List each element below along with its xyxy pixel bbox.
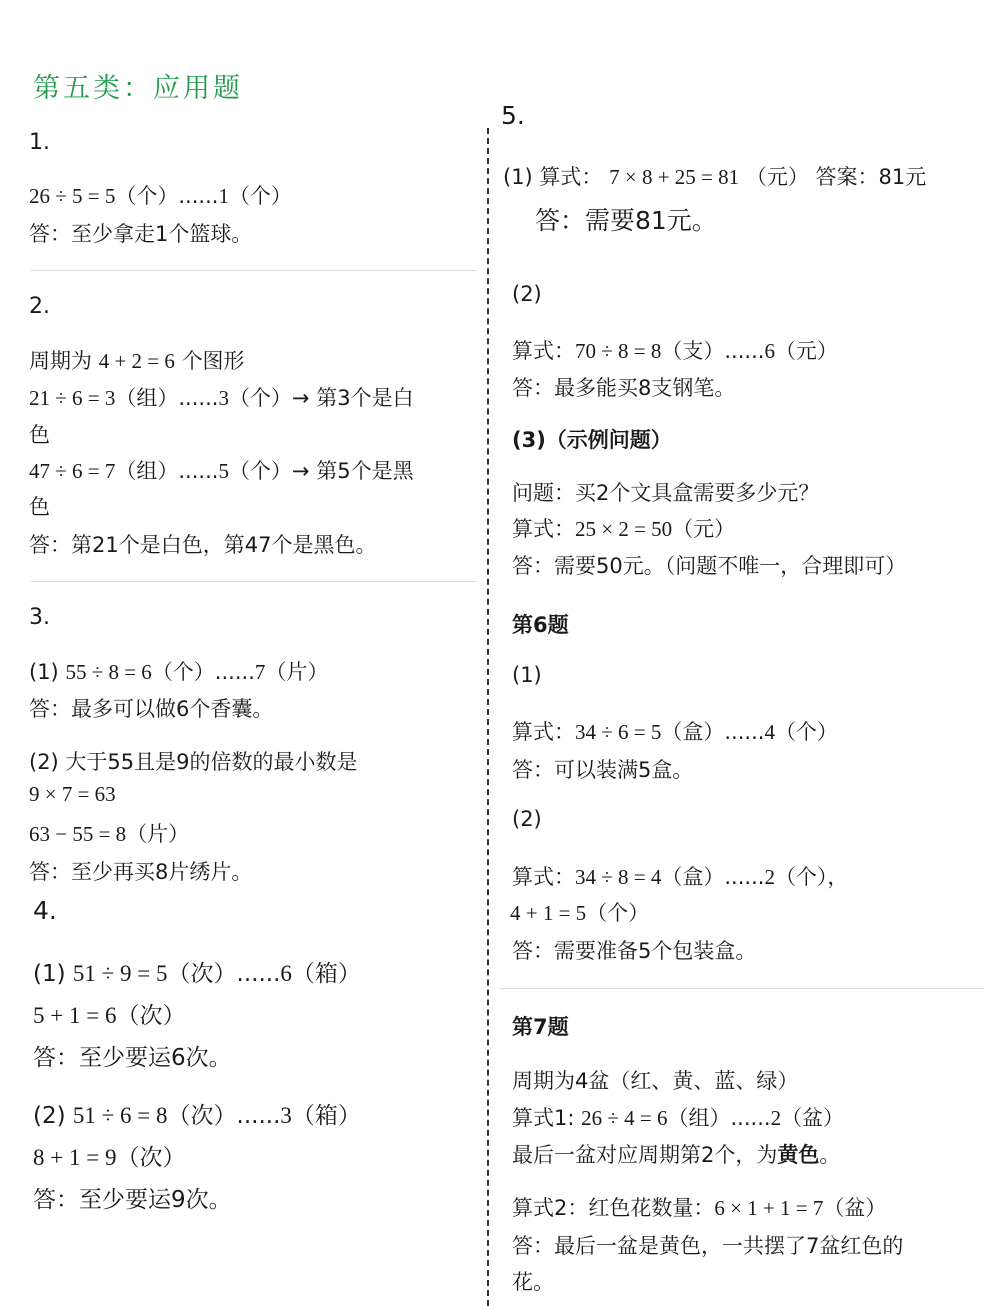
q7-line-3c: 。 [819,1143,841,1167]
q6-unit-2a: （盒）...... [661,865,765,889]
q7-unit-2b: （盆） [781,1106,845,1130]
q5-unit-1: （元） 答案：81元 [745,165,927,189]
question-7-title: 第7题 [512,1015,569,1039]
q3-remainder-1: 7 [254,660,266,684]
q7-expr-2: 26 ÷ 4 = 6 [581,1106,668,1130]
q3-expr-1: 55 ÷ 8 = 6 [65,660,152,684]
question-7-answer-1: 答：最后一盆是黄色，一共摆了7盆红色的 [512,1234,904,1258]
q5-unit-2b: （元） [774,339,838,363]
q1-unit-a: （个）...... [115,184,219,208]
q4-label-3: (2) [33,1103,66,1129]
question-5-part-3-heading: (3)（示例问题） [512,428,672,452]
question-7-line-3 [512,1139,840,1169]
q4-unit-2: （次） [116,1003,186,1029]
q5-remainder-2: 6 [764,339,775,363]
question-2-line-3 [29,455,414,485]
question-5-number: 5. [501,101,525,130]
question-7-line-4 [512,1192,886,1222]
q5-unit-2a: （支）...... [661,339,765,363]
q6-label-2: 算式： [512,865,575,889]
question-4-number: 4. [33,896,57,925]
question-1-number: 1. [29,130,50,155]
q3-unit-1b: （片） [265,660,329,684]
question-5-part-2 [512,335,838,365]
q6-expr-2: 34 ÷ 8 = 4 [575,865,662,889]
question-6-title: 第6题 [512,613,569,637]
column-divider [487,128,489,1306]
q6-expr-1: 34 ÷ 6 = 5 [575,720,662,744]
q6-remainder-2: 2 [764,865,775,889]
question-4-answer-2: 答：至少要运9次。 [33,1187,232,1213]
q7-label-2: 算式1: [512,1106,575,1130]
question-4-part-2 [33,1097,361,1130]
question-6-part-1-heading: (1) [512,663,542,687]
q1-remainder: 1 [218,184,229,208]
question-2-line-1 [29,345,245,375]
question-3-answer-2: 答：至少再买8片绣片。 [29,860,253,884]
q2-period-expr: 4 + 2 = 6 [98,349,175,373]
question-5-part-1 [503,161,926,191]
q4-label-1: (1) [33,961,66,987]
q7-line-3-highlight: 黄色 [777,1143,820,1167]
question-3-answer-1: 答：最多可以做6个香囊。 [29,697,274,721]
q7-label-4: 算式2：红色花数量： [512,1196,715,1220]
q4-expr-2: 5 + 1 = 6 [33,1003,117,1028]
q5-label-3: 算式： [512,517,575,541]
q4-expr-1: 51 ÷ 9 = 5 [72,961,168,986]
q4-expr-3: 51 ÷ 6 = 8 [72,1103,168,1128]
q1-expr: 26 ÷ 5 = 5 [29,184,116,208]
q5-unit-3: （元） [672,517,736,541]
question-6-part-2-heading: (2) [512,807,542,831]
question-4-line-2 [33,997,185,1030]
question-3-line-3 [29,818,189,848]
question-3-part-2: (2) 大于55且是9的倍数的最小数是 [29,750,358,774]
question-4-line-4 [33,1139,185,1172]
q7-unit-4: （盆） [823,1196,887,1220]
question-5-answer-1: 答：需要81元。 [535,206,717,235]
q2-expr-2: 21 ÷ 6 = 3 [29,386,116,410]
question-4-answer-1: 答：至少要运6次。 [33,1045,232,1071]
q4-unit-1a: （次）...... [167,961,281,987]
q2-remainder-2: 3 [218,386,229,410]
question-5-question: 问题：买2个文具盒需要多少元？ [512,481,820,505]
q3-expr-3: 63 − 55 = 8 [29,822,127,846]
q3-unit-3: （片） [126,822,190,846]
question-2-line-2 [29,382,414,412]
q3-label-1: (1) [29,660,59,684]
q6-unit-2b: （个）， [774,865,849,889]
question-3-part-1 [29,656,328,686]
q6-remainder-1: 4 [764,720,775,744]
q6-unit-1b: （个） [774,720,838,744]
page-title: 第五类：应用题 [33,73,243,104]
question-5-answer-2: 答：最多能买8支钢笔。 [512,376,736,400]
q5-label-1: (1) 算式： [503,165,603,189]
divider-1 [31,270,477,271]
question-2-line-2-wrap: 色 [29,423,50,447]
question-6-part-2 [512,861,848,891]
q5-expr-1: 7 × 8 + 25 = 81 [609,165,740,189]
question-7-line-1: 周期为4盆（红、黄、蓝、绿） [512,1069,799,1093]
q2-period-label: 周期为 [29,349,92,373]
question-6-line-3 [510,897,649,927]
q2-unit-3b: （个）→ 第5个是黑 [228,459,414,483]
question-5-part-3 [512,513,735,543]
q4-expr-4: 8 + 1 = 9 [33,1145,117,1170]
q6-unit-3: （个） [586,901,650,925]
question-2-number: 2. [29,294,50,319]
q7-line-3a: 最后一盆对应周期第2个，为 [512,1143,778,1167]
question-1-expression [29,180,292,210]
question-2-answer: 答：第21个是白色，第47个是黑色。 [29,533,377,557]
q5-label-2: 算式： [512,339,575,363]
question-3-expr-2: 9 × 7 = 63 [29,782,116,806]
divider-3 [500,988,984,989]
question-6-answer-2: 答：需要准备5个包装盒。 [512,939,757,963]
question-2-line-3-wrap: 色 [29,495,50,519]
q4-unit-3b: （箱） [291,1103,361,1129]
q6-label-1: 算式： [512,720,575,744]
q7-unit-2a: （组）...... [667,1106,771,1130]
question-3-number: 3. [29,605,50,630]
q4-unit-3a: （次）...... [167,1103,281,1129]
q1-unit-b: （个） [228,184,292,208]
q7-expr-4: 6 × 1 + 1 = 7 [714,1196,824,1220]
q4-remainder-3: 3 [280,1103,292,1128]
q5-expr-2: 70 ÷ 8 = 8 [575,339,662,363]
question-7-answer-2: 花。 [512,1270,554,1294]
question-6-answer-1: 答：可以装满5盒。 [512,758,694,782]
q6-expr-3: 4 + 1 = 5 [510,901,587,925]
q4-remainder-1: 6 [280,961,292,986]
q7-remainder-2: 2 [770,1106,782,1130]
q2-unit-3a: （组）...... [115,459,219,483]
q4-unit-1b: （箱） [291,961,361,987]
q5-expr-3: 25 × 2 = 50 [575,517,673,541]
q3-unit-1a: （个）...... [151,660,255,684]
question-7-line-2 [512,1102,844,1132]
q2-unit-2a: （组）...... [115,386,219,410]
question-5-part-2-heading: (2) [512,282,542,306]
question-1-answer: 答：至少拿走1个篮球。 [29,222,253,246]
q4-unit-4: （次） [116,1145,186,1171]
q2-remainder-3: 5 [218,459,229,483]
divider-2 [31,581,477,582]
question-6-part-1 [512,716,838,746]
q2-expr-3: 47 ÷ 6 = 7 [29,459,116,483]
q2-unit-2b: （个）→ 第3个是白 [228,386,414,410]
question-5-answer-3: 答：需要50元。（问题不唯一，合理即可） [512,554,907,578]
question-4-part-1 [33,955,361,988]
q2-period-unit: 个图形 [181,349,245,373]
q6-unit-1a: （盒）...... [661,720,765,744]
